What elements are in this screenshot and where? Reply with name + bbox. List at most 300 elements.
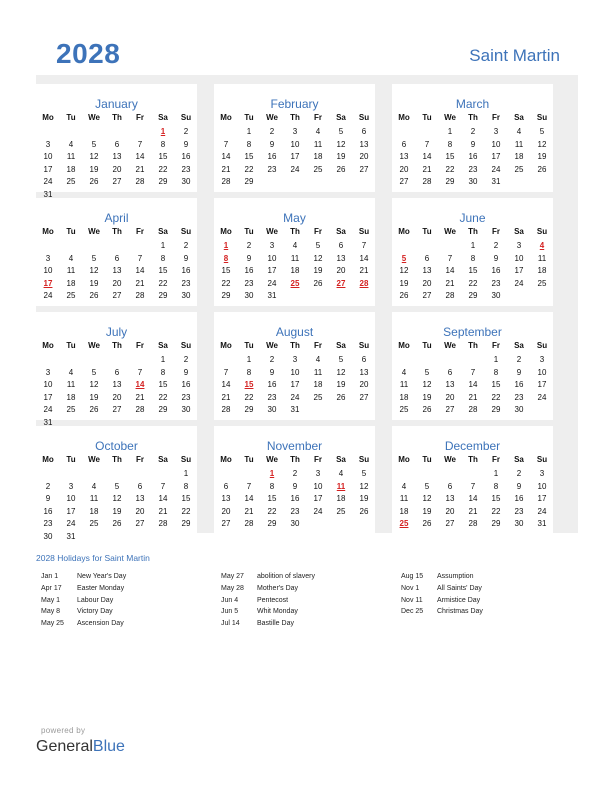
holiday-day-cell: 14 bbox=[135, 380, 145, 389]
day-cell: 21 bbox=[468, 392, 478, 402]
day-cell: 7 bbox=[470, 367, 476, 377]
day-cell: 15 bbox=[244, 152, 254, 161]
day-cell: 30 bbox=[181, 177, 191, 186]
day-cell: 10 bbox=[514, 253, 524, 263]
day-cell: 15 bbox=[158, 152, 168, 161]
day-cell: 20 bbox=[112, 392, 122, 402]
day-cell: 27 bbox=[445, 405, 455, 414]
day-cell: 28 bbox=[422, 177, 432, 186]
holiday-day-cell: 15 bbox=[244, 380, 254, 389]
day-cell: 23 bbox=[181, 164, 191, 174]
day-cell: 27 bbox=[112, 291, 122, 300]
month-june bbox=[392, 198, 553, 306]
day-cell: 27 bbox=[112, 405, 122, 414]
weekday-header: We bbox=[444, 113, 456, 122]
month-july bbox=[36, 312, 197, 427]
day-cell: 19 bbox=[313, 266, 323, 275]
weekday-header: Mo bbox=[220, 227, 232, 236]
holiday-date: Dec 25 bbox=[401, 608, 424, 616]
day-cell: 10 bbox=[43, 266, 53, 275]
day-cell: 29 bbox=[244, 405, 254, 414]
day-cell: 19 bbox=[89, 164, 99, 174]
day-cell: 30 bbox=[514, 519, 524, 528]
day-cell: 23 bbox=[290, 506, 300, 516]
weekday-header: Sa bbox=[158, 455, 168, 464]
day-cell: 15 bbox=[445, 152, 455, 161]
day-cell: 28 bbox=[158, 519, 168, 528]
holiday-day-cell: 8 bbox=[223, 253, 229, 263]
day-cell: 26 bbox=[422, 519, 432, 528]
day-cell: 6 bbox=[114, 253, 120, 263]
day-cell: 27 bbox=[445, 519, 455, 528]
weekday-header: Tu bbox=[244, 227, 254, 236]
day-cell: 27 bbox=[422, 291, 432, 300]
day-cell: 1 bbox=[470, 241, 476, 250]
weekday-header: Mo bbox=[220, 455, 232, 464]
day-cell: 19 bbox=[336, 380, 346, 389]
month-name: July bbox=[105, 325, 128, 339]
day-cell: 4 bbox=[315, 355, 321, 364]
day-cell: 5 bbox=[539, 127, 545, 136]
day-cell: 20 bbox=[336, 266, 346, 275]
day-cell: 17 bbox=[43, 392, 53, 402]
weekday-header: Fr bbox=[314, 113, 322, 122]
holiday-date: Apr 17 bbox=[41, 584, 62, 592]
day-cell: 11 bbox=[66, 266, 76, 275]
day-cell: 30 bbox=[468, 177, 478, 186]
holiday-name: Christmas Day bbox=[437, 608, 483, 616]
day-cell: 22 bbox=[158, 392, 168, 402]
weekday-header: Th bbox=[468, 341, 478, 350]
day-cell: 14 bbox=[422, 152, 432, 161]
day-cell: 16 bbox=[468, 152, 478, 161]
weekday-header: Th bbox=[468, 113, 478, 122]
day-cell: 29 bbox=[221, 291, 231, 300]
weekday-header: Fr bbox=[492, 227, 500, 236]
day-cell: 2 bbox=[470, 127, 476, 136]
day-cell: 3 bbox=[68, 481, 74, 491]
day-cell: 14 bbox=[221, 380, 231, 389]
day-cell: 21 bbox=[158, 506, 168, 516]
day-cell: 26 bbox=[112, 519, 122, 528]
day-cell: 7 bbox=[137, 253, 143, 263]
day-cell: 18 bbox=[399, 392, 409, 402]
day-cell: 7 bbox=[424, 139, 430, 149]
holiday-date: May 8 bbox=[41, 608, 61, 616]
day-cell: 12 bbox=[537, 139, 547, 149]
day-cell: 6 bbox=[401, 139, 407, 149]
weekday-header: Sa bbox=[158, 341, 168, 350]
day-cell: 3 bbox=[516, 241, 522, 250]
day-cell: 29 bbox=[181, 519, 191, 528]
day-cell: 15 bbox=[267, 494, 277, 503]
holiday-day-cell: 1 bbox=[160, 127, 166, 136]
weekday-header: We bbox=[88, 455, 100, 464]
day-cell: 3 bbox=[292, 127, 298, 136]
weekday-header: Su bbox=[536, 455, 548, 464]
day-cell: 15 bbox=[468, 266, 478, 275]
month-december bbox=[392, 426, 553, 534]
day-cell: 22 bbox=[445, 164, 455, 174]
day-cell: 9 bbox=[269, 139, 275, 149]
day-cell: 3 bbox=[45, 139, 51, 149]
day-cell: 23 bbox=[244, 278, 254, 288]
month-october bbox=[36, 426, 197, 541]
day-cell: 11 bbox=[399, 494, 409, 503]
day-cell: 1 bbox=[160, 355, 166, 364]
month-january bbox=[36, 84, 197, 199]
day-cell: 6 bbox=[223, 481, 229, 491]
day-cell: 8 bbox=[183, 481, 189, 491]
day-cell: 19 bbox=[112, 506, 122, 516]
day-cell: 17 bbox=[43, 164, 53, 174]
day-cell: 13 bbox=[445, 494, 455, 503]
month-november bbox=[214, 426, 375, 534]
day-cell: 27 bbox=[135, 519, 145, 528]
day-cell: 8 bbox=[493, 481, 499, 491]
day-cell: 31 bbox=[43, 417, 53, 427]
day-cell: 8 bbox=[447, 139, 453, 149]
holiday-day-cell: 27 bbox=[336, 278, 346, 288]
day-cell: 31 bbox=[290, 405, 300, 414]
day-cell: 10 bbox=[43, 380, 53, 389]
weekday-header: Tu bbox=[66, 455, 76, 464]
day-cell: 4 bbox=[315, 127, 321, 136]
day-cell: 22 bbox=[181, 506, 191, 516]
day-cell: 6 bbox=[361, 355, 367, 364]
day-cell: 6 bbox=[338, 241, 344, 250]
holiday-name: Mother's Day bbox=[257, 584, 299, 592]
weekday-header: Mo bbox=[42, 227, 54, 236]
brand-general: General bbox=[36, 738, 93, 755]
day-cell: 3 bbox=[269, 241, 275, 250]
day-cell: 13 bbox=[422, 266, 432, 275]
day-cell: 30 bbox=[514, 405, 524, 414]
day-cell: 28 bbox=[221, 405, 231, 414]
weekday-header: Mo bbox=[220, 341, 232, 350]
day-cell: 6 bbox=[114, 139, 120, 149]
weekday-header: We bbox=[444, 455, 456, 464]
day-cell: 27 bbox=[221, 519, 231, 528]
holiday-name: Assumption bbox=[437, 573, 474, 580]
weekday-header: Fr bbox=[492, 341, 500, 350]
holiday-day-cell: 4 bbox=[539, 241, 545, 250]
day-cell: 3 bbox=[45, 367, 51, 377]
day-cell: 1 bbox=[160, 241, 166, 250]
holiday-date: Aug 15 bbox=[401, 573, 424, 580]
holiday-name: All Saints' Day bbox=[437, 584, 482, 592]
weekday-header: Tu bbox=[422, 227, 432, 236]
holiday-name: Victory Day bbox=[77, 608, 113, 616]
weekday-header: We bbox=[444, 341, 456, 350]
day-cell: 20 bbox=[445, 392, 455, 402]
day-cell: 10 bbox=[66, 494, 76, 503]
day-cell: 21 bbox=[135, 164, 145, 174]
weekday-header: Tu bbox=[66, 227, 76, 236]
day-cell: 30 bbox=[181, 405, 191, 414]
holiday-date: May 25 bbox=[41, 620, 64, 628]
weekday-header: We bbox=[266, 455, 278, 464]
day-cell: 8 bbox=[493, 367, 499, 377]
day-cell: 28 bbox=[135, 405, 145, 414]
day-cell: 3 bbox=[45, 253, 51, 263]
day-cell: 4 bbox=[338, 469, 344, 478]
weekday-header: Th bbox=[112, 113, 122, 122]
day-cell: 13 bbox=[445, 380, 455, 389]
day-cell: 7 bbox=[160, 481, 166, 491]
weekday-header: Tu bbox=[244, 455, 254, 464]
weekday-header: Fr bbox=[136, 455, 144, 464]
day-cell: 27 bbox=[112, 177, 122, 186]
day-cell: 20 bbox=[399, 164, 409, 174]
day-cell: 18 bbox=[66, 164, 76, 174]
weekday-header: Su bbox=[180, 455, 192, 464]
month-april bbox=[36, 198, 197, 306]
day-cell: 9 bbox=[183, 253, 189, 263]
weekday-header: Th bbox=[290, 341, 300, 350]
day-cell: 4 bbox=[68, 139, 74, 149]
day-cell: 31 bbox=[66, 531, 76, 541]
day-cell: 9 bbox=[516, 481, 522, 491]
day-cell: 9 bbox=[183, 139, 189, 149]
day-cell: 12 bbox=[89, 380, 99, 389]
day-cell: 16 bbox=[267, 152, 277, 161]
day-cell: 11 bbox=[66, 152, 76, 161]
day-cell: 19 bbox=[422, 506, 432, 516]
day-cell: 10 bbox=[290, 367, 300, 377]
day-cell: 21 bbox=[135, 278, 145, 288]
day-cell: 12 bbox=[336, 367, 346, 377]
weekday-header: Fr bbox=[136, 227, 144, 236]
day-cell: 11 bbox=[313, 367, 323, 377]
day-cell: 1 bbox=[447, 127, 453, 136]
day-cell: 9 bbox=[246, 253, 252, 263]
holiday-day-cell: 1 bbox=[269, 469, 275, 478]
holiday-name: Pentecost bbox=[257, 596, 289, 604]
weekday-header: Fr bbox=[492, 455, 500, 464]
day-cell: 13 bbox=[359, 367, 369, 377]
day-cell: 15 bbox=[181, 494, 191, 503]
holiday-day-cell: 5 bbox=[401, 253, 407, 263]
holiday-name: Ascension Day bbox=[77, 620, 124, 628]
day-cell: 31 bbox=[43, 189, 53, 199]
day-cell: 17 bbox=[313, 494, 323, 503]
day-cell: 9 bbox=[269, 367, 275, 377]
day-cell: 2 bbox=[516, 355, 522, 364]
weekday-header: Th bbox=[468, 227, 478, 236]
day-cell: 18 bbox=[514, 152, 524, 161]
day-cell: 19 bbox=[422, 392, 432, 402]
day-cell: 12 bbox=[359, 481, 369, 491]
day-cell: 23 bbox=[491, 278, 501, 288]
day-cell: 30 bbox=[267, 405, 277, 414]
day-cell: 16 bbox=[181, 152, 191, 161]
day-cell: 22 bbox=[468, 278, 478, 288]
day-cell: 11 bbox=[89, 494, 99, 503]
weekday-header: Tu bbox=[66, 113, 76, 122]
day-cell: 2 bbox=[493, 241, 499, 250]
day-cell: 13 bbox=[112, 266, 122, 275]
day-cell: 31 bbox=[537, 519, 547, 528]
day-cell: 24 bbox=[267, 278, 277, 288]
day-cell: 7 bbox=[137, 139, 143, 149]
day-cell: 22 bbox=[491, 506, 501, 516]
day-cell: 5 bbox=[315, 241, 321, 250]
weekday-header: Mo bbox=[42, 113, 54, 122]
country-name: Saint Martin bbox=[469, 46, 560, 65]
day-cell: 20 bbox=[135, 506, 145, 516]
holiday-name: abolition of slavery bbox=[257, 573, 315, 580]
month-name: March bbox=[455, 97, 490, 111]
day-cell: 4 bbox=[401, 367, 407, 377]
day-cell: 3 bbox=[315, 469, 321, 478]
day-cell: 23 bbox=[43, 519, 53, 528]
day-cell: 29 bbox=[158, 405, 168, 414]
weekday-header: Th bbox=[112, 455, 122, 464]
weekday-header: Su bbox=[536, 227, 548, 236]
brand-logo[interactable] bbox=[36, 738, 125, 756]
day-cell: 19 bbox=[537, 152, 547, 161]
day-cell: 8 bbox=[246, 139, 252, 149]
day-cell: 31 bbox=[267, 291, 277, 300]
weekday-header: Sa bbox=[336, 455, 346, 464]
day-cell: 31 bbox=[491, 177, 501, 186]
day-cell: 26 bbox=[89, 405, 99, 414]
day-cell: 8 bbox=[160, 367, 166, 377]
day-cell: 5 bbox=[338, 355, 344, 364]
day-cell: 12 bbox=[422, 494, 432, 503]
day-cell: 13 bbox=[112, 380, 122, 389]
day-cell: 2 bbox=[183, 127, 189, 136]
day-cell: 24 bbox=[491, 164, 501, 174]
day-cell: 20 bbox=[112, 278, 122, 288]
day-cell: 8 bbox=[470, 253, 476, 263]
day-cell: 29 bbox=[468, 291, 478, 300]
day-cell: 16 bbox=[43, 506, 53, 516]
day-cell: 8 bbox=[246, 367, 252, 377]
day-cell: 7 bbox=[223, 367, 229, 377]
day-cell: 13 bbox=[135, 494, 145, 503]
weekday-header: Mo bbox=[42, 341, 54, 350]
holiday-day-cell: 28 bbox=[359, 278, 369, 288]
month-name: April bbox=[104, 211, 129, 225]
day-cell: 26 bbox=[359, 506, 369, 516]
day-cell: 11 bbox=[313, 139, 323, 149]
day-cell: 14 bbox=[468, 380, 478, 389]
day-cell: 15 bbox=[158, 380, 168, 389]
day-cell: 18 bbox=[399, 506, 409, 516]
day-cell: 14 bbox=[359, 253, 369, 263]
day-cell: 16 bbox=[181, 380, 191, 389]
day-cell: 22 bbox=[491, 392, 501, 402]
day-cell: 17 bbox=[66, 506, 76, 516]
day-cell: 2 bbox=[183, 355, 189, 364]
day-cell: 30 bbox=[244, 291, 254, 300]
day-cell: 6 bbox=[361, 127, 367, 136]
day-cell: 21 bbox=[244, 506, 254, 516]
day-cell: 16 bbox=[244, 266, 254, 275]
weekday-header: Tu bbox=[244, 341, 254, 350]
weekday-header: Tu bbox=[66, 341, 76, 350]
day-cell: 26 bbox=[399, 291, 409, 300]
day-cell: 8 bbox=[269, 481, 275, 491]
weekday-header: Th bbox=[290, 455, 300, 464]
day-cell: 5 bbox=[91, 253, 97, 263]
day-cell: 2 bbox=[45, 481, 51, 491]
day-cell: 10 bbox=[537, 367, 547, 377]
day-cell: 6 bbox=[447, 481, 453, 491]
day-cell: 11 bbox=[537, 253, 547, 263]
day-cell: 17 bbox=[290, 152, 300, 161]
day-cell: 24 bbox=[290, 164, 300, 174]
holiday-name: Bastille Day bbox=[257, 620, 294, 628]
day-cell: 3 bbox=[292, 355, 298, 364]
month-name: November bbox=[266, 439, 323, 453]
weekday-header: Su bbox=[358, 113, 370, 122]
month-name: October bbox=[95, 439, 138, 453]
holiday-date: May 28 bbox=[221, 584, 244, 592]
day-cell: 11 bbox=[399, 380, 409, 389]
weekday-header: Tu bbox=[422, 455, 432, 464]
day-cell: 21 bbox=[221, 392, 231, 402]
holiday-day-cell: 17 bbox=[43, 278, 53, 288]
day-cell: 14 bbox=[468, 494, 478, 503]
day-cell: 6 bbox=[137, 481, 143, 491]
day-cell: 1 bbox=[493, 355, 499, 364]
weekday-header: Su bbox=[536, 113, 548, 122]
day-cell: 12 bbox=[313, 253, 323, 263]
weekday-header: Su bbox=[180, 227, 192, 236]
weekday-header: Th bbox=[112, 227, 122, 236]
holiday-date: Jun 4 bbox=[221, 596, 239, 604]
weekday-header: We bbox=[266, 341, 278, 350]
holiday-day-cell: 1 bbox=[223, 241, 229, 250]
month-name: January bbox=[95, 97, 138, 111]
day-cell: 17 bbox=[537, 380, 547, 389]
day-cell: 26 bbox=[336, 164, 346, 174]
day-cell: 2 bbox=[269, 355, 275, 364]
day-cell: 26 bbox=[537, 164, 547, 174]
day-cell: 15 bbox=[491, 494, 501, 503]
day-cell: 13 bbox=[221, 494, 231, 503]
day-cell: 23 bbox=[267, 164, 277, 174]
day-cell: 16 bbox=[267, 380, 277, 389]
day-cell: 23 bbox=[267, 392, 277, 402]
day-cell: 30 bbox=[290, 519, 300, 528]
day-cell: 29 bbox=[244, 177, 254, 186]
day-cell: 5 bbox=[91, 367, 97, 377]
day-cell: 7 bbox=[223, 139, 229, 149]
day-cell: 5 bbox=[91, 139, 97, 149]
day-cell: 16 bbox=[514, 380, 524, 389]
day-cell: 16 bbox=[514, 494, 524, 503]
weekday-header: Sa bbox=[336, 341, 346, 350]
day-cell: 26 bbox=[89, 291, 99, 300]
day-cell: 15 bbox=[158, 266, 168, 275]
holiday-date: May 27 bbox=[221, 573, 244, 580]
holiday-date: Jan 1 bbox=[41, 573, 59, 580]
holiday-day-cell: 25 bbox=[290, 278, 300, 288]
day-cell: 1 bbox=[183, 469, 189, 478]
holiday-date: Jun 5 bbox=[221, 608, 239, 616]
day-cell: 21 bbox=[135, 392, 145, 402]
day-cell: 13 bbox=[359, 139, 369, 149]
day-cell: 23 bbox=[181, 392, 191, 402]
day-cell: 21 bbox=[422, 164, 432, 174]
day-cell: 12 bbox=[89, 266, 99, 275]
day-cell: 4 bbox=[68, 367, 74, 377]
day-cell: 24 bbox=[43, 291, 53, 300]
